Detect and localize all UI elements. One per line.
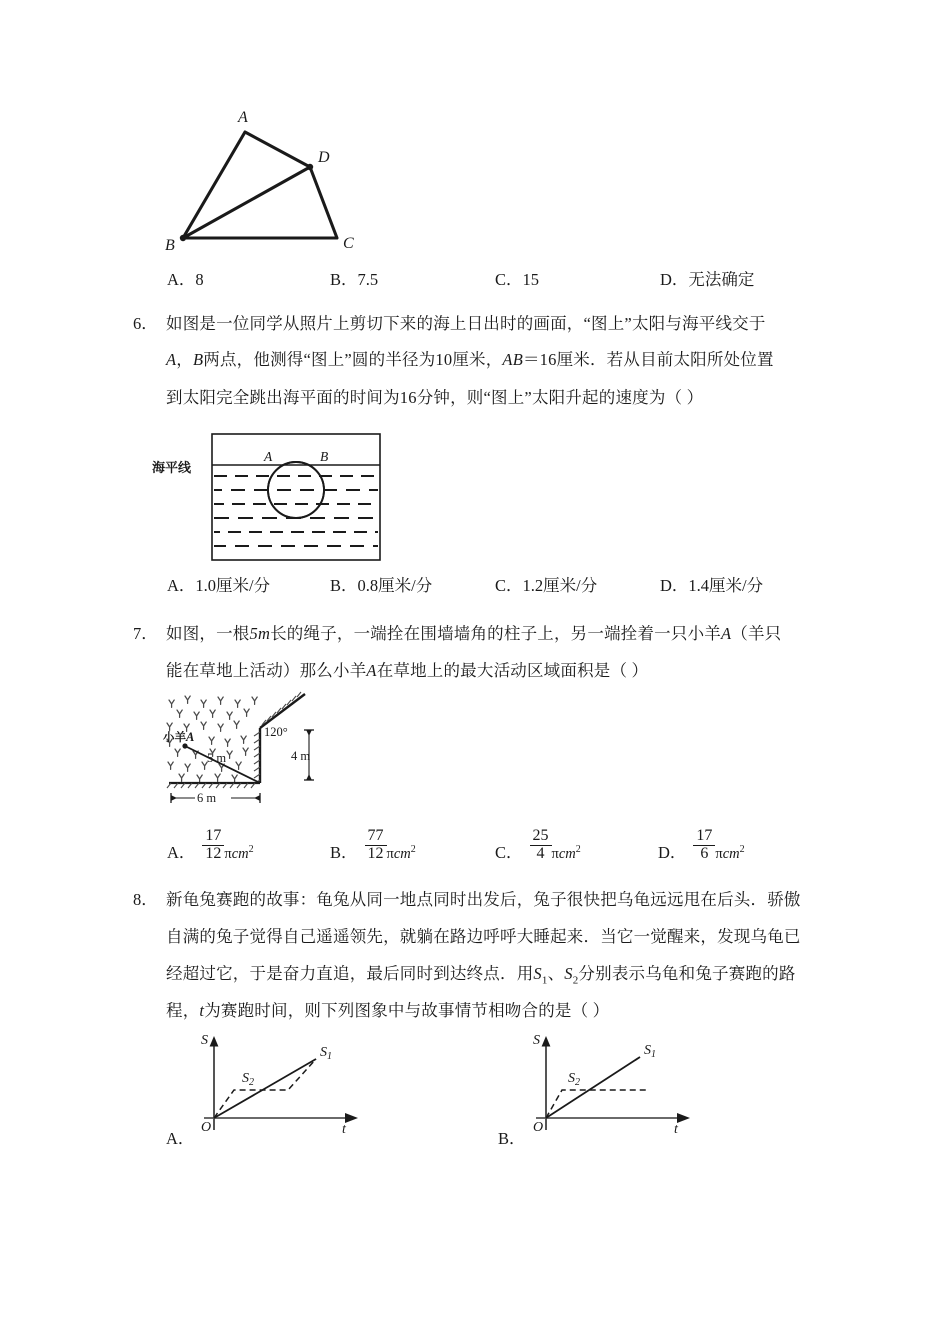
q7-option-b-numerator: 77	[365, 828, 387, 846]
q7-option-a-fraction	[202, 828, 224, 863]
graph-b-s2-label: $S_2$	[568, 1071, 580, 1088]
slanted-wall-hatch	[262, 692, 301, 725]
q8-s1-sub: 1	[541, 974, 548, 987]
graph-a-s1-sub: 1	[327, 1051, 332, 1062]
goat-point	[182, 743, 187, 748]
q6-option-c[interactable]	[495, 578, 597, 595]
q7-option-c-denominator: 4	[536, 844, 545, 862]
q6-line-1: 如图是一位同学从照片上剪切下来的海上日出时的画面，“图上”太阳与海平线交于	[166, 314, 766, 333]
q6-option-d-label: D．	[660, 576, 689, 595]
ground-arrow-left	[172, 795, 178, 800]
q5-option-d-text: 无法确定	[688, 270, 755, 289]
q7-option-b-label: B．	[330, 843, 358, 863]
q5-option-d[interactable]	[660, 272, 754, 289]
graph-a-x-label: t	[342, 1122, 346, 1137]
sun-point-b-label: B	[320, 449, 329, 464]
q7-rope-var: 5m	[249, 624, 271, 643]
q6-var-b: B	[192, 350, 204, 369]
q7-option-a-label: A．	[167, 843, 196, 863]
sea-wave-lines	[214, 476, 378, 546]
q6-option-a[interactable]	[167, 578, 270, 595]
q6-line-2-mid: 两点，他测得“图上”圆的半径为10厘米，	[203, 350, 503, 369]
q5-option-b-label: B．	[330, 270, 358, 289]
q6-line-2-tail: ＝16厘米．若从目前太阳所处位置	[522, 350, 774, 369]
q5-option-c-label: C．	[495, 270, 523, 289]
vertex-label-c: C	[343, 235, 354, 252]
vertex-d-dot	[307, 164, 313, 170]
q5-option-b[interactable]	[330, 272, 378, 289]
q5-option-d-label: D．	[660, 270, 689, 289]
q7-option-a-numerator: 17	[202, 828, 224, 846]
q7-option-c-numerator: 25	[530, 828, 552, 846]
q8-t-var: t	[199, 1001, 205, 1020]
q7-option-c[interactable]	[495, 828, 581, 863]
photo-frame	[212, 434, 380, 560]
graph-b-s1-label: $S_1$	[644, 1043, 656, 1060]
graph-option-a	[190, 1034, 400, 1140]
q8-s1-var: S	[533, 964, 542, 983]
q8-line4-a: 程，	[166, 1001, 200, 1020]
q6-number: 6．	[133, 314, 158, 333]
q6-sep: ，	[176, 350, 193, 369]
q6-var-a: A	[166, 350, 177, 369]
graph-a-y-arrow	[210, 1036, 219, 1047]
q7-option-d-unit: πcm$^2$	[715, 844, 745, 863]
graph-b-origin-label: O	[533, 1120, 544, 1135]
q7-line1-c: （羊只	[731, 624, 782, 643]
q7-line1-b: 长的绳子，一端拴在围墙墙角的柱子上，另一端拴着一只小羊	[270, 624, 721, 643]
q7-option-d[interactable]	[658, 828, 745, 863]
q7-number: 7．	[133, 624, 158, 643]
sunrise-sea-figure	[152, 428, 402, 568]
q7-line-2	[166, 663, 648, 680]
q7-line1-a: 如图，一根	[166, 624, 250, 643]
q7-option-b-denominator: 12	[367, 844, 384, 862]
slanted-wall	[260, 694, 305, 728]
sun-point-a-label: A	[264, 449, 273, 464]
q7-goat-var-2: A	[366, 661, 377, 680]
q7-line2-a: 能在草地上活动）那么小羊	[166, 661, 367, 680]
q7-option-a[interactable]	[167, 828, 254, 863]
q8-line-3	[166, 966, 796, 986]
q6-option-d[interactable]	[660, 578, 763, 595]
quadrilateral-outline	[183, 132, 337, 238]
q6-option-c-text: 1.2厘米/分	[522, 576, 598, 595]
q7-option-b[interactable]	[330, 828, 416, 863]
graph-a-s2-sub: 2	[249, 1077, 254, 1088]
q8-line3-a: 经超过它，于是奋力直追，最后同时到达终点．用	[166, 964, 534, 983]
graph-b-y-label: S	[533, 1033, 540, 1048]
q8-line-4	[166, 1003, 609, 1020]
height-arrow-up	[306, 731, 311, 737]
q5-option-c-text: 15	[522, 270, 540, 289]
q6-line-3: 到太阳完全跳出海平面的时间为16分钟，则“图上”太阳升起的速度为（ ）	[166, 388, 704, 407]
q7-option-b-fraction	[365, 828, 387, 863]
goat-label-var: A	[186, 730, 195, 744]
vertex-label-a: A	[238, 109, 248, 126]
q7-option-d-label: D．	[658, 843, 687, 863]
graph-b-s2-sub: 2	[575, 1077, 580, 1088]
vertex-label-b: B	[165, 237, 175, 254]
graph-a-origin-label: O	[201, 1120, 212, 1135]
q6-option-c-label: C．	[495, 576, 523, 595]
q7-option-a-unit: πcm$^2$	[224, 844, 254, 863]
ground-arrow-right	[254, 795, 260, 800]
q5-option-b-text: 7.5	[357, 270, 379, 289]
q7-option-c-fraction	[530, 828, 552, 863]
graph-option-b	[522, 1034, 732, 1140]
q7-option-c-unit: πcm$^2$	[551, 844, 581, 863]
q6-option-a-text: 1.0厘米/分	[195, 576, 271, 595]
q7-option-c-label: C．	[495, 843, 523, 863]
vertex-b-dot	[180, 235, 186, 241]
q7-option-d-fraction	[693, 828, 715, 863]
graph-a-letter: A．	[166, 1129, 195, 1148]
graph-b-s2-curve	[546, 1090, 646, 1118]
q7-line-1	[166, 626, 781, 643]
graph-b-y-arrow	[542, 1036, 551, 1047]
goat-wall-figure	[163, 692, 363, 814]
q6-option-b-label: B．	[330, 576, 358, 595]
graph-b-s1-curve	[546, 1057, 640, 1118]
goat-label: 小羊A	[163, 730, 195, 744]
graph-b-letter: B．	[498, 1129, 526, 1148]
graph-a-y-label: S	[201, 1033, 208, 1048]
q6-option-d-text: 1.4厘米/分	[688, 576, 764, 595]
angle-label: 120°	[264, 725, 288, 739]
q7-option-a-denominator: 12	[205, 844, 222, 862]
horizon-label: 海平线	[152, 460, 192, 475]
q7-option-d-denominator: 6	[700, 844, 709, 862]
graph-a-s2-label: $S_2$	[242, 1071, 254, 1088]
q6-line-2	[166, 352, 774, 369]
q7-goat-var: A	[720, 624, 732, 643]
sun-circle-overlay	[268, 462, 324, 518]
vertex-label-d: D	[318, 149, 330, 166]
q5-option-a-label: A．	[167, 270, 196, 289]
q6-option-b-text: 0.8厘米/分	[357, 576, 433, 595]
q6-option-b[interactable]	[330, 578, 432, 595]
q5-option-c[interactable]	[495, 272, 539, 289]
q5-option-a-text: 8	[195, 270, 204, 289]
graph-a-x-arrow	[345, 1113, 358, 1123]
graph-b-x-label: t	[674, 1122, 678, 1137]
q8-line-2: 自满的兔子觉得自己遥遥领先，就躺在路边呼呼大睡起来．当它一觉醒来，发现乌龟已	[166, 927, 801, 946]
rope-length-label: 5 m	[207, 751, 227, 765]
graph-a-s1-curve	[214, 1059, 316, 1118]
triangle-abcd-figure	[165, 100, 385, 260]
q8-line3-b: 分别表示乌龟和兔子赛跑的路	[578, 964, 796, 983]
q8-line-1: 新龟兔赛跑的故事：龟兔从同一地点同时出发后，兔子很快把乌龟远远甩在后头．骄傲	[166, 890, 801, 909]
q8-line3-sep: 、	[547, 964, 565, 983]
graph-b-s1-sub: 1	[651, 1049, 656, 1060]
q7-option-d-numerator: 17	[693, 828, 715, 846]
ground-length-label: 6 m	[197, 791, 217, 805]
graph-a-s1-label: $S_1$	[320, 1045, 332, 1062]
q6-segment-ab: AB	[502, 350, 523, 369]
q7-option-b-unit: πcm$^2$	[386, 844, 416, 863]
q8-s2-sub: 2	[572, 974, 579, 987]
q8-number: 8．	[133, 890, 158, 909]
q8-line4-b: 为赛跑时间，则下列图象中与故事情节相吻合的是（ ）	[204, 1001, 610, 1020]
height-arrow-down	[306, 774, 311, 780]
q6-option-a-label: A．	[167, 576, 196, 595]
q7-line2-b: 在草地上的最大活动区域面积是（ ）	[376, 661, 649, 680]
wall-height-label: 4 m	[291, 749, 311, 763]
q8-s2-var: S	[564, 964, 573, 983]
q5-option-a[interactable]	[167, 272, 204, 289]
graph-b-x-arrow	[677, 1113, 690, 1123]
